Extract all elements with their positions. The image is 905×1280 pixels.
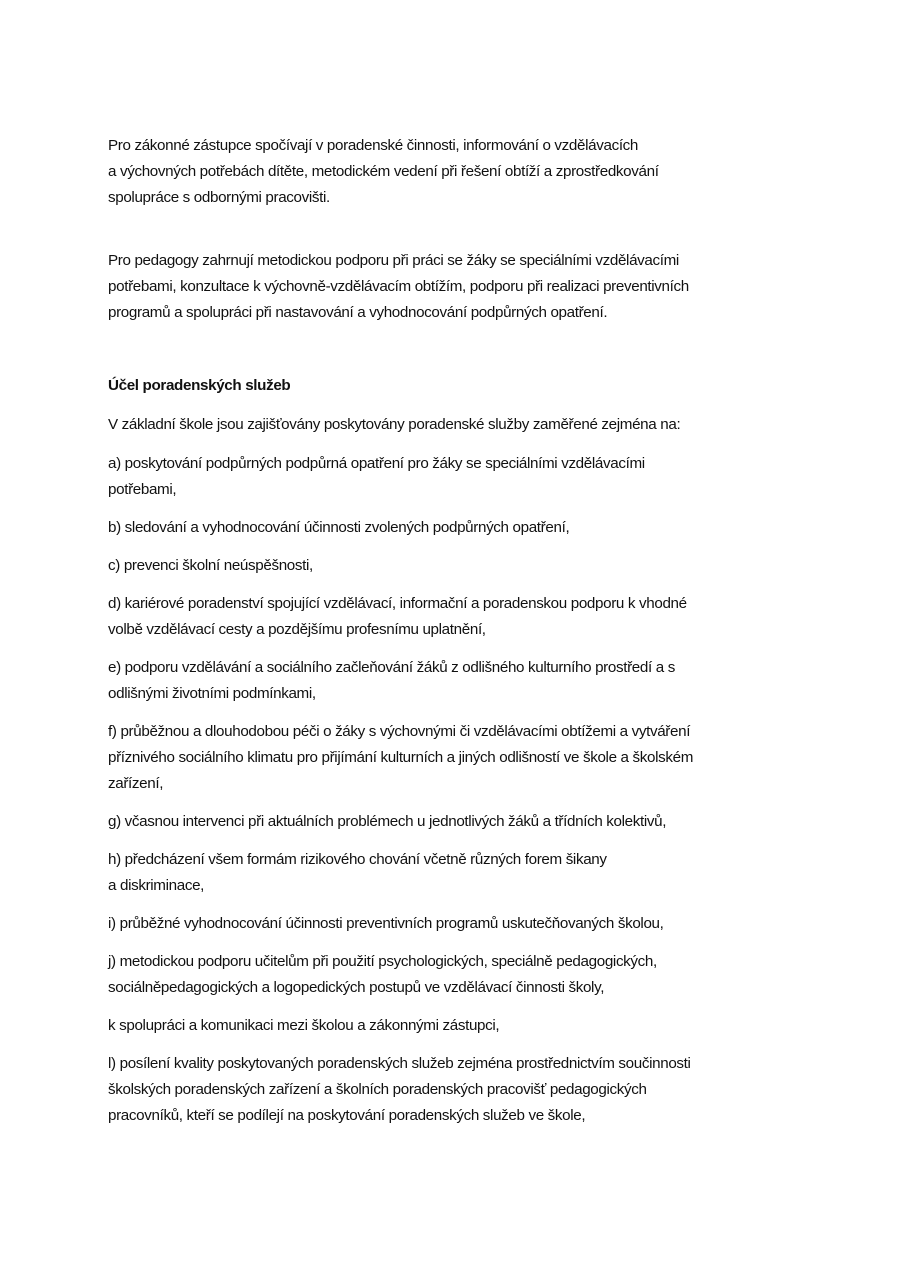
text-line: h) předcházení všem formám rizikového chování včetně různých forem šikany	[108, 851, 607, 868]
text-line: b) sledování a vyhodnocování účinnosti zvolených podpůrných opatření,	[108, 519, 570, 536]
list-item	[108, 515, 808, 541]
list-item	[108, 809, 808, 835]
text-line: e) podporu vzdělávání a sociálního začleňování žáků z odlišného kulturního prostředí a s	[108, 659, 675, 676]
text-line: k spolupráci a komunikaci mezi školou a zákonnými zástupci,	[108, 1017, 500, 1034]
text-line: sociálněpedagogických a logopedických postupů ve vzdělávací činnosti školy,	[108, 979, 605, 996]
document-page	[108, 133, 808, 1141]
text-line: odlišnými životními podmínkami,	[108, 685, 316, 702]
list-item	[108, 719, 808, 797]
text-line: a diskriminace,	[108, 877, 205, 894]
paragraph-legal-guardians	[108, 133, 808, 211]
paragraph-teachers	[108, 248, 808, 326]
list-item	[108, 655, 808, 707]
text-line: volbě vzdělávací cesty a pozdějšímu profesnímu uplatnění,	[108, 621, 486, 638]
text-line: potřebami,	[108, 481, 177, 498]
text-line: školských poradenských zařízení a školních poradenských pracovišť pedagogických	[108, 1081, 647, 1098]
text-line: a) poskytování podpůrných podpůrná opatření pro žáky se speciálními vzdělávacími	[108, 455, 645, 472]
list-item	[108, 1051, 808, 1129]
section-heading: Účel poradenských služeb	[108, 377, 291, 394]
text-line: příznivého sociálního klimatu pro přijímání kulturních a jiných odlišností ve škole a školském	[108, 749, 694, 766]
list-item	[108, 847, 808, 899]
list-item	[108, 949, 808, 1001]
text-line: potřebami, konzultace k výchovně-vzdělávacím obtížím, podporu při realizaci preventivních	[108, 278, 689, 295]
text-line: a výchovných potřebách dítěte, metodickém vedení při řešení obtíží a zprostředkování	[108, 163, 659, 180]
purpose-list	[108, 451, 808, 1129]
text-line: j) metodickou podporu učitelům při použití psychologických, speciálně pedagogických,	[108, 953, 657, 970]
list-item	[108, 911, 808, 937]
text-line: l) posílení kvality poskytovaných poradenských služeb zejména prostřednictvím součinnosti	[108, 1055, 691, 1072]
text-line: pracovníků, kteří se podílejí na poskytování poradenských služeb ve škole,	[108, 1107, 586, 1124]
text-line: g) včasnou intervenci při aktuálních problémech u jednotlivých žáků a třídních kolektivů,	[108, 813, 667, 830]
text-line: f) průběžnou a dlouhodobou péči o žáky s výchovnými či vzdělávacími obtížemi a vytváření	[108, 723, 691, 740]
list-item	[108, 591, 808, 643]
text-line: c) prevenci školní neúspěšnosti,	[108, 557, 313, 574]
text-line: spolupráce s odbornými pracovišti.	[108, 189, 330, 206]
section-lead: V základní škole jsou zajišťovány poskytovány poradenské služby zaměřené zejména na:	[108, 416, 681, 433]
list-item	[108, 451, 808, 503]
list-item	[108, 1013, 808, 1039]
text-line: Pro pedagogy zahrnují metodickou podporu při práci se žáky se speciálními vzdělávacími	[108, 252, 679, 269]
text-line: d) kariérové poradenství spojující vzdělávací, informační a poradenskou podporu k vhodné	[108, 595, 687, 612]
text-line: Pro zákonné zástupce spočívají v poradenské činnosti, informování o vzdělávacích	[108, 137, 639, 154]
text-line: zařízení,	[108, 775, 164, 792]
text-line: i) průběžné vyhodnocování účinnosti preventivních programů uskutečňovaných školou,	[108, 915, 664, 932]
text-line: programů a spolupráci při nastavování a vyhodnocování podpůrných opatření.	[108, 304, 608, 321]
list-item	[108, 553, 808, 579]
